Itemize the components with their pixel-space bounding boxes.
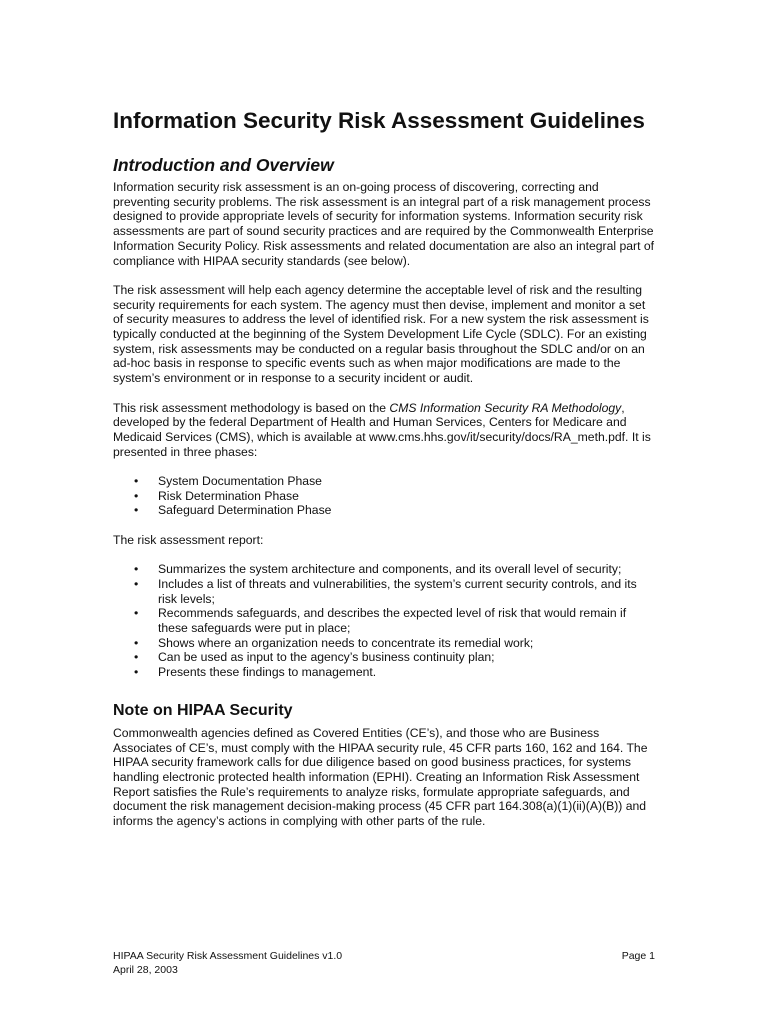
list-item: • Shows where an organization needs to concentrate its remedial work; [158, 636, 658, 651]
intro-paragraph-2: The risk assessment will help each agency determine the acceptable level of risk and the resulting security requirements for each system. The agency must then devise, implement and monitor a set of security measures to address the level of identified risk. For a new system the risk assessment is typically conducted at the beginning of the System Development Life Cycle (SDLC). For an existing system, risk assessments may be conducted on a regular basis throughout the SDLC and/or on an ad-hoc basis in response to specific events such as when major modifications are made to the system’s environment or in response to a security incident or audit. [113, 282, 649, 386]
p3-text-before: This risk assessment methodology is based on the [113, 400, 390, 415]
list-item: • System Documentation Phase [158, 474, 658, 489]
list-item: • Includes a list of threats and vulnerabilities, the system’s current security controls, and its risk levels; [158, 577, 658, 606]
phases-list [113, 474, 658, 518]
cms-methodology-title: CMS Information Security RA Methodology [389, 400, 622, 415]
footer-doc-title: HIPAA Security Risk Assessment Guidelines v1.0 [113, 950, 343, 962]
hipaa-paragraph: Commonwealth agencies defined as Covered Entities (CE’s), and those who are Business Associates of CE’s, must comply with the HIPAA security rule, 45 CFR parts 160, 162 and 164. The HIPAA security framework calls for due diligence based on good business practices, for systems handling electronic protected health information (EPHI). Creating an Information Risk Assessment Report satisfies the Rule’s requirements to analyze risks, formulate appropriate safeguards, and document the risk management decision-making process (45 CFR part 164.308(a)(1)(ii)(A)(B)) and informs the agency’s actions in complying with other parts of the rule. [113, 725, 648, 829]
footer-page-number: Page 1 [621, 950, 655, 962]
document-title: Information Security Risk Assessment Guidelines [113, 108, 645, 133]
report-list [113, 562, 658, 680]
footer-date: April 28, 2003 [113, 963, 178, 976]
hipaa-heading: Note on HIPAA Security [113, 701, 293, 719]
intro-heading: Introduction and Overview [113, 155, 334, 175]
list-item: • Presents these findings to management. [158, 665, 658, 680]
intro-paragraph-1: Information security risk assessment is an on-going process of discovering, correcting and preventing security problems. The risk assessment is an integral part of a risk management process designed to provide appropriate levels of security for information systems. Information security risk assessments are part of sound security practices and are required by the Commonwealth Enterprise Information Security Policy. Risk assessments and related documentation are also an integral part of compliance with HIPAA security standards (see below). [113, 180, 655, 268]
list-item: • Risk Determination Phase [158, 489, 658, 504]
report-intro: The risk assessment report: [113, 532, 264, 547]
page-footer [113, 950, 655, 977]
document-body [113, 180, 658, 843]
p3-text-after: , developed by the federal Department of Health and Human Services, Centers for Medicare and Medicaid Services (CMS), which is available at www.cms.hhs.gov/it/security/docs/RA_meth.pdf. It is presented in three phases: [113, 400, 651, 459]
list-item: • Summarizes the system architecture and components, and its overall level of security; [158, 562, 658, 577]
list-item: • Recommends safeguards, and describes the expected level of risk that would remain if these safeguards were put in place; [158, 606, 658, 635]
list-item: • Safeguard Determination Phase [158, 503, 658, 518]
intro-paragraph-3 [113, 401, 658, 460]
list-item: • Can be used as input to the agency’s business continuity plan; [158, 650, 658, 665]
